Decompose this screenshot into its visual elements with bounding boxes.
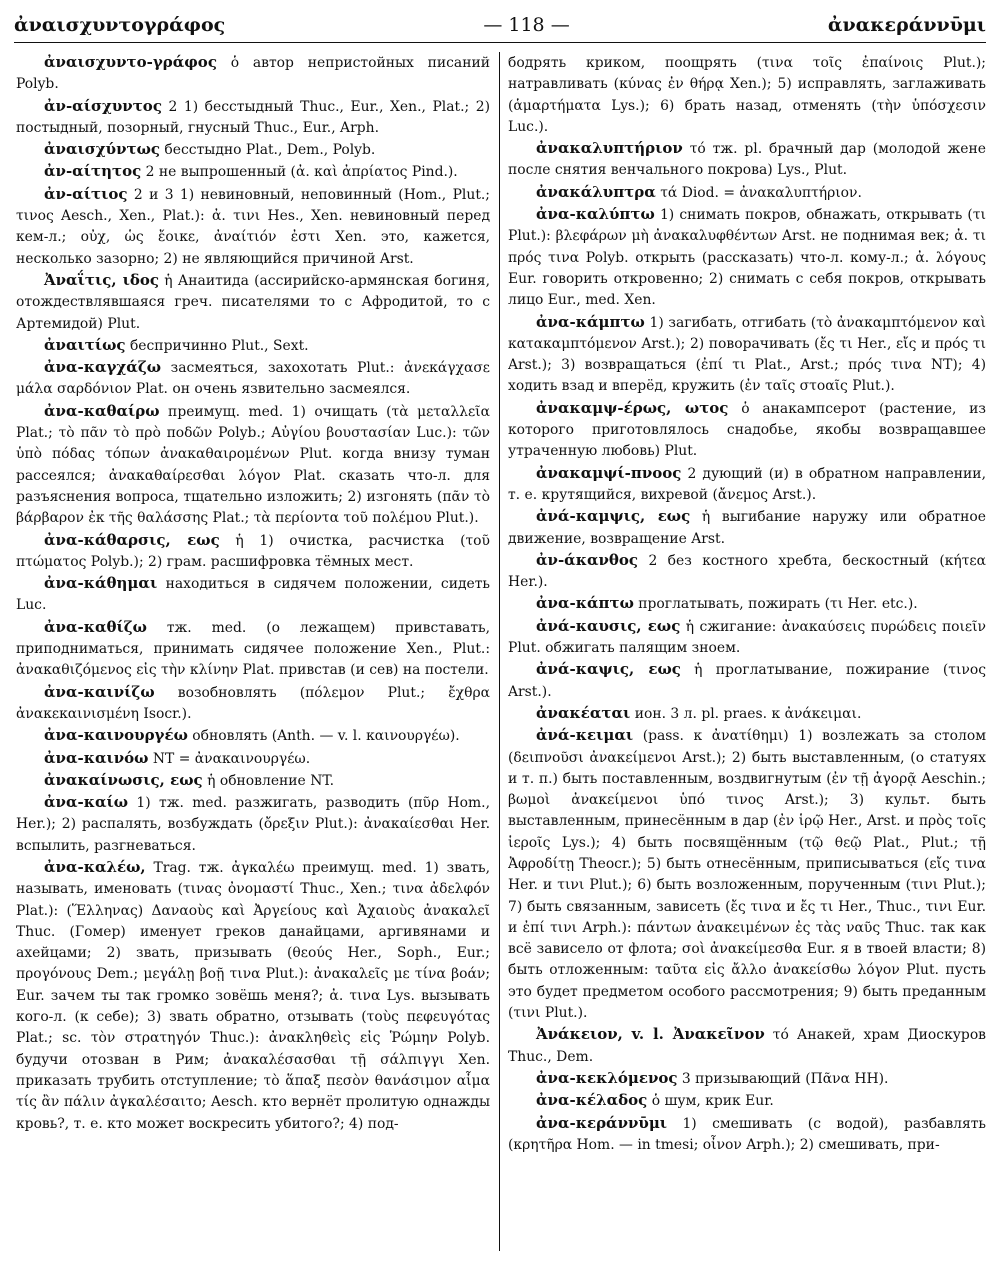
entry-text: беспричинно Plut., Sext. — [125, 337, 309, 354]
dictionary-entry — [508, 312, 986, 398]
entry-lemma: ἀνα-κεκλόμενος — [536, 1068, 678, 1087]
dictionary-entry — [508, 1090, 986, 1112]
dictionary-entry — [16, 792, 490, 857]
dictionary-entry — [508, 463, 986, 507]
page-header — [14, 10, 986, 40]
entry-lemma: ἀνά-κειμαι — [536, 726, 634, 745]
dictionary-entry — [508, 204, 986, 311]
entry-lemma: ἀνα-κέλαδος — [536, 1091, 648, 1110]
entry-text: ион. 3 л. pl. praes. к ἀνάκειμαι. — [630, 705, 862, 722]
dictionary-entry — [16, 139, 490, 161]
entry-text: ἡ 1) очистка, расчистка (τοῦ πτώματος Polyb.); 2) грам. расшифровка тёмных мест. — [16, 532, 490, 570]
dictionary-entry — [508, 138, 986, 182]
dictionary-entry — [16, 357, 490, 401]
entry-text: 2 не выпрошенный (ἀ. καὶ ἀπρίατος Pind.). — [141, 164, 458, 181]
entry-lemma: ἀνακαμψί-πνοος — [536, 463, 682, 482]
entry-text: τό Анакей, храм Диоскуров Thuc., Dem. — [508, 1027, 986, 1065]
entry-lemma: ἀνα-καγχάζω — [44, 358, 161, 377]
entry-lemma: ἀνά-καμψις, εως — [536, 507, 691, 526]
entry-text: преимущ. med. 1) очищать (τὰ μεταλλεῖα Plat.; τὸ πᾶν τὸ πρὸ ποδῶν Polyb.; Αὐγίου βουστασίαν Luc.): τῶν ὑπὸ πόδας τόπων ἀνακαθαιρομένων Plut. когда внизу туман рассеялся; ἀνακαθαίρεσθαι λόγον Plat. сказать что-л. для разъяснения вопроса, тщательно изложить; 2) изгонять (πᾶν τὸ βάρβαρον ἐκ τῆς θαλάσσης Plat.; τὰ περίοντα τοῦ πολέμου Plut.). — [16, 403, 490, 527]
entry-lemma: ἀνακάλυπτρα — [536, 182, 656, 201]
entry-lemma: ἀν-αίτητος — [44, 162, 142, 181]
entry-lemma: ἀνα-κάπτω — [536, 594, 634, 613]
header-left-headword: ἀναισχυντογράφος — [14, 14, 226, 36]
entry-lemma: Ἀνάκειον, v. l. Ἀνακεῖνον — [536, 1025, 765, 1044]
dictionary-entry — [508, 506, 986, 550]
header-right-headword: ἀνακεράννῡμι — [827, 14, 986, 36]
entry-lemma: ἀνακαλυπτήριον — [536, 139, 683, 158]
entry-text: 1) загибать, отгибать (τὸ ἀνακαμπτόμενον καὶ κατακαμπτόμενον Arst.); 2) поворачивать (ἔς τι Her., εἴς и πρός τι Arst.); 3) возвращаться (ἐπί τι Plat., Arst.; πρός τινα NT); 4) ходить взад и вперёд, кружить (ἐν ταῖς στοαῖς Plut.). — [508, 314, 986, 395]
dictionary-entry — [508, 703, 986, 725]
entry-text: 1) смешивать (с водой), разбавлять (κρητῆρα Hom. — in tmesi; οἶνον Arph.); 2) смешивать, при- — [508, 1115, 986, 1153]
entry-lemma: ἀνα-κάθημαι — [44, 574, 158, 593]
dictionary-entry — [16, 857, 490, 1135]
entry-text: (pass. к ἀνατίθημι) 1) возлежать за столом (δειπνοῦσι ἀνακείμενοι Arst.); 2) быть выставленным, (о статуях и т. п.) быть поставленным, воздвигнутым (ἐν τῇ ἀγορᾷ Aeschin.; βωμοὶ ἀνακείμενοι ὑπό τινος Arst.); 3) культ. быть выставленным, принесённым в дар (ἐν ἱρῷ Her., Arst. и πρὸς τοῖς ἱεροῖς Lys.); 4) быть посвящённым (τῷ θεῷ Plat., Plut.; τῇ Ἀφροδίτῃ Theocr.); 5) быть отнесённым, приписываться (εἴς τινα Her. и τινι Plut.); 6) быть возложенным, порученным (τινι Plut.); 7) быть связанным, зависеть (ἔς τινα и ἔς τι Her., Thuc., τινι Eur. и ἐπί τινι Arph.): πάντων ἀνακειμένων ἐς τὰς ναῦς Thuc. так как всё зависело от флота; σοὶ ἀνακείμεσθα Eur. я в твоей власти; 8) быть отложенным: ταῦτα εἰς ἄλλο ἀνακείσθω λόγον Plut. пусть это будет предметом особого рассмотрения; 9) быть преданным (τινι Plut.). — [508, 728, 986, 1022]
entry-lemma: ἀνα-καθαίρω — [44, 401, 160, 420]
dictionary-entry — [508, 1024, 986, 1068]
entry-lemma: ἀν-αίσχυντος — [44, 96, 162, 115]
dictionary-entry — [508, 616, 986, 660]
entry-text: 2 и 3 1) невиновный, неповинный (Hom., Plut.; τινος Aesch., Xen., Plat.): ἀ. τινι Hes., Xen. невиновный перед кем-л.; οὐχ, ὡς ἔοικε, ἀναίτιόν ἐστι Xen. это, кажется, несколько зазорно; 2) не являющийся причиной Arst. — [16, 186, 490, 267]
entry-lemma: ἀναισχυντο-γράφος — [44, 53, 217, 71]
dictionary-entry — [16, 96, 490, 140]
entry-text: 1) тж. med. разжигать, разводить (πῦρ Hom., Her.); 2) распалять, возбуждать (ὄρεξιν Plut.): ἀνακαίεσθαι Her. вспылить, разгневаться. — [16, 795, 490, 854]
entry-lemma: ἀνα-καινίζω — [44, 682, 155, 701]
entry-text: бодрять криком, поощрять (τινα τοῖς ἐπαίνοις Plut.); натравливать (κύνας ἐν θήρᾳ Xen.); 5) исправлять, заглаживать (ἁμαρτήματα Lys.); 6) брать назад, отменять (τὴν ὑπόσχεσιν Luc.). — [508, 55, 986, 135]
dictionary-entry — [16, 161, 490, 183]
entry-lemma: ἀνα-κεράννῡμι — [536, 1113, 668, 1132]
dictionary-entry — [16, 530, 490, 574]
entry-lemma: ἀνα-καινουργέω — [44, 726, 188, 745]
column-divider — [499, 52, 500, 1251]
dictionary-entry — [16, 270, 490, 335]
entry-text: ἡ Анаитида (ассирийско-армянская богиня, отождествлявшаяся греч. писателями то с Афродитой, то с Артемидой) Plut. — [16, 272, 490, 332]
dictionary-entry — [16, 748, 490, 770]
entry-lemma: ἀνά-καψις, εως — [536, 660, 681, 679]
entry-lemma: ἀνα-καλύπτω — [536, 205, 655, 224]
dictionary-entry — [16, 401, 490, 530]
entry-text: τό тж. pl. брачный дар (молодой жене после снятия венчального покрова) Lys., Plut. — [508, 141, 986, 179]
entry-lemma: ἀνα-κάμπτω — [536, 312, 645, 331]
dictionary-entry — [508, 1113, 986, 1157]
entry-text: 2 дующий (и) в обратном направлении, т. е. крутящийся, вихревой (ἄνεμος Arst.). — [508, 465, 986, 503]
entry-lemma: ἀναισχύντως — [44, 140, 161, 159]
entry-text: проглатывать, пожирать (τι Her. etc.). — [633, 596, 918, 613]
dictionary-entry — [508, 182, 986, 204]
entry-text: 2 без костного хребта, бескостный (κήτεα Her.). — [508, 552, 986, 591]
dictionary-entry — [16, 682, 490, 726]
entry-text: ὁ анакампсерот (растение, из которого приготовлялось снадобье, якобы возвращавшее утраченную любовь) Plut. — [508, 400, 986, 460]
entry-lemma: ἀνα-καθίζω — [44, 617, 147, 636]
entry-lemma: ἀνα-καλέω, — [44, 857, 146, 876]
entry-lemma: ἀνα-κάθαρσις, εως — [44, 530, 220, 549]
header-rule — [14, 42, 986, 43]
entry-text: возобновлять (πόλεμον Plut.; ἔχθρα ἀνακεκαινισμένη Isocr.). — [16, 684, 490, 722]
entry-text: 2 1) бесстыдный Thuc., Eur., Xen., Plat.; 2) постыдный, позорный, гнусный Thuc., Eur., Arph. — [16, 98, 490, 136]
entry-text: 1) снимать покров, обнажать, открывать (τι Plut.): βλεφάρων μὴ ἀνακαλυφθέντων Arst. не поднимая век; ἀ. τι πρός τινα Polyb. открыть (рассказать) что-л. кому-л.; ἀ. λόγους Eur. говорить откровенно; 2) снимать с себя покров, открывать лицо Eur., med. Xen. — [508, 207, 986, 309]
entry-lemma: ἀν-αίτιος — [44, 184, 128, 203]
dictionary-entry — [16, 770, 490, 792]
entry-lemma: ἀνακαμψ-έρως, ωτος — [536, 398, 729, 417]
dictionary-entry — [16, 617, 490, 682]
entry-lemma: ἀν-άκανθος — [536, 550, 639, 569]
entry-text: ὁ шум, крик Eur. — [647, 1093, 774, 1110]
entry-text: ἡ сжигание: ἀνακαύσεις πυρώδεις ποιεῖν Plut. обжигать палящим зноем. — [508, 618, 986, 657]
entry-lemma: ἀνά-καυσις, εως — [536, 616, 681, 635]
dictionary-entry — [508, 593, 986, 615]
dictionary-entry — [508, 659, 986, 703]
page-number: — 118 — — [483, 14, 570, 36]
entry-text: ἡ обновление NT. — [202, 772, 334, 789]
dictionary-entry — [16, 725, 490, 747]
entry-text: ἡ проглатывание, пожирание (τινος Arst.). — [508, 662, 986, 700]
entry-lemma: ἀνακέαται — [536, 703, 631, 722]
dictionary-entry — [16, 573, 490, 617]
left-column — [16, 52, 490, 1252]
dictionary-entry — [16, 184, 490, 270]
entry-lemma: ἀνακαίνωσις, εως — [44, 770, 203, 789]
dictionary-entry — [508, 550, 986, 594]
entry-text: τά Diod. = ἀνακαλυπτήριον. — [655, 184, 862, 201]
entry-text: обновлять (Anth. — v. l. καινουργέω). — [187, 728, 460, 745]
dictionary-entry — [508, 725, 986, 1024]
right-column — [508, 52, 986, 1252]
entry-text: находиться в сидячем положении, сидеть Luc. — [16, 576, 490, 614]
entry-text: 3 призывающий (Πᾶνα HH). — [677, 1070, 889, 1087]
entry-text: NT = ἀνακαινουργέω. — [148, 750, 311, 767]
entry-lemma: Ἀναΐτις, ιδος — [44, 270, 159, 289]
entry-text: засмеяться, захохотать Plut.: ἀνεκάγχασε μάλα σαρδόνιον Plat. он очень язвительно засмеялся. — [16, 360, 490, 398]
entry-text: ὁ автор непристойных писаний Polyb. — [16, 55, 490, 93]
entry-text: ἡ выгибание наружу или обратное движение, возвращение Arst. — [508, 509, 986, 547]
dictionary-entry — [16, 52, 490, 96]
dictionary-entry — [16, 335, 490, 357]
entry-lemma: ἀναιτίως — [44, 335, 126, 354]
dictionary-entry — [508, 398, 986, 463]
entry-text: Trag. тж. ἀγκαλέω преимущ. med. 1) звать, называть, именовать (τινας ὀνομαστί Thuc., Xen.; τινα ἀδελφόν Plat.): (Ἕλληνας) Δαναοὺς καὶ Ἀργείους καὶ Ἀχαιοὺς ἀνακαλεῖ Thuc. (Гомер) именует греков данайцами, аргивянами и ахейцами; 2) звать, призывать (θεούς Her., Soph., Eur.; προγόνους Dem.; μεγάλῃ βοῇ τινα Plut.): ἀνακαλεῖς με τίνα βοάν; Eur. зачем ты так громко зовёшь меня?; ἀ. τινα Lys. вызывать кого-л. (к себе); 3) звать обратно, отзывать (τοὺς πεφευγότας Plat.; sc. τὸν στρατηγόν Thuc.): ἀνακληθεὶς εἰς Ῥώμην Polyb. будучи отозван в Рим; ἀνακαλέσασθαι τῇ σάλπιγγι Xen. приказать трубить отступление; τὸ ἅπαξ πεσὸν θανάσιμον αἷμα τίς ἂν πάλιν ἀγκαλέσαιτο; Aesch. кто вернёт пролитую однажды кровь?, т. е. кто может воскресить убитого?; 4) под- — [16, 859, 490, 1132]
entry-text: бесстыдно Plat., Dem., Polyb. — [160, 142, 376, 159]
entry-lemma: ἀνα-καινόω — [44, 748, 149, 767]
entry-lemma: ἀνα-καίω — [44, 793, 129, 812]
dictionary-entry — [508, 1068, 986, 1090]
dictionary-entry — [508, 52, 986, 138]
entry-text: тж. med. (о лежащем) привставать, приподниматься, принимать сидячее положение Xen., Plut.: ἀνακαθιζόμενος εἰς τὴν κλίνην Plat. привстав (и сев) на постели. — [16, 619, 490, 679]
